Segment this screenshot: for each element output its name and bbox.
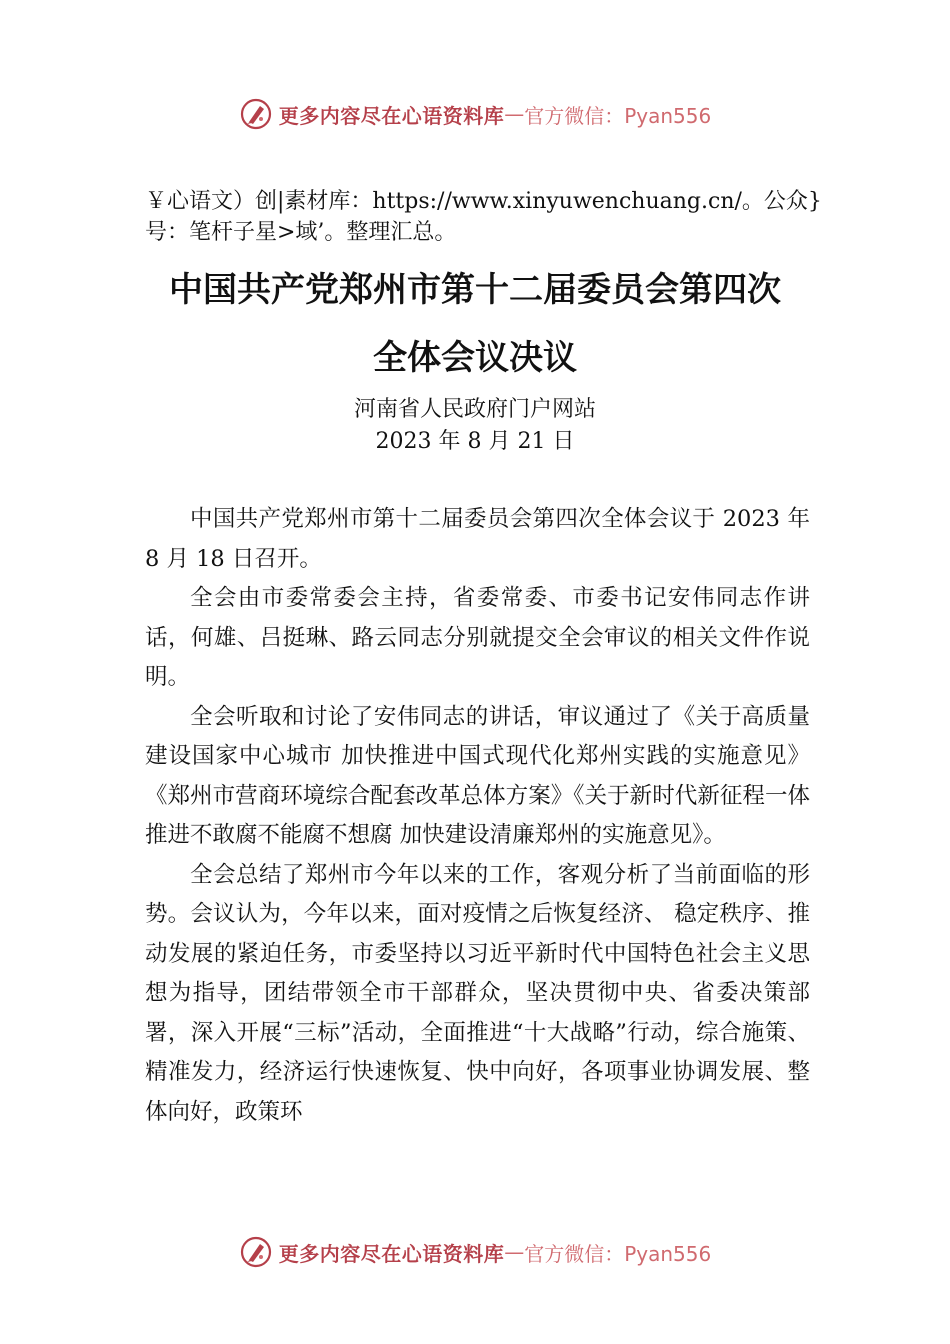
watermark-banner-top xyxy=(0,92,950,136)
publish-date: 2023 年 8 月 21 日 xyxy=(375,429,575,454)
paragraph: 全会由市委常委会主持，省委常委、市委书记安伟同志作讲话，何雄、吕挺琳、路云同志分别就提交全会审议的相关文件作说明。 xyxy=(145,585,810,690)
watermark-banner-bottom xyxy=(0,1230,950,1274)
watermark-separator: — xyxy=(504,102,525,126)
publisher: 河南省人民政府门户网站 xyxy=(353,397,596,422)
document-title-line-1: 中国共产党郑州市第十二届委员会第四次 xyxy=(169,270,781,310)
paragraph: 中国共产党郑州市第十二届委员会第四次全体会议于 2023 年 8 月 18 日召开。 xyxy=(145,506,810,572)
pen-nib-logo-icon xyxy=(239,97,273,131)
document-title-line-2: 全体会议决议 xyxy=(373,338,577,378)
pen-nib-logo-icon xyxy=(239,1235,273,1269)
watermark-brand: 更多内容尽在心语资料库 xyxy=(278,1241,505,1266)
watermark-brand: 更多内容尽在心语资料库 xyxy=(278,103,505,128)
source-line: ￥心语文）创|素材库：https://www.xinyuwenchuang.cn/。公众}号：笔杆子星>域’。整理汇总。 xyxy=(145,189,822,245)
watermark-wechat: 官方微信：Pyan556 xyxy=(524,1241,712,1266)
paragraph: 全会总结了郑州市今年以来的工作，客观分析了当前面临的形势。会议认为，今年以来，面对疫情之后恢复经济、 稳定秩序、推动发展的紧迫任务，市委坚持以习近平新时代中国特色社会主义思想为指导，团结带领全市干部群众，坚决贯彻中央、省委决策部署，深入开展“三标”活动，全面推进“十大战略”行动，综合施策、精准发力，经济运行快速恢复、快中向好，各项事业协调发展、整体向好，政策环 xyxy=(145,861,810,1125)
watermark-wechat: 官方微信：Pyan556 xyxy=(524,103,712,128)
document-body xyxy=(145,500,810,1132)
watermark-separator: — xyxy=(504,1240,525,1264)
paragraph: 全会听取和讨论了安伟同志的讲话，审议通过了《关于高质量建设国家中心城市 加快推进中国式现代化郑州实践的实施意见》《郑州市营商环境综合配套改革总体方案》《关于新时代新征程一体推进不敢腐不能腐不想腐 加快建设清廉郑州的实施意见》。 xyxy=(145,703,810,848)
